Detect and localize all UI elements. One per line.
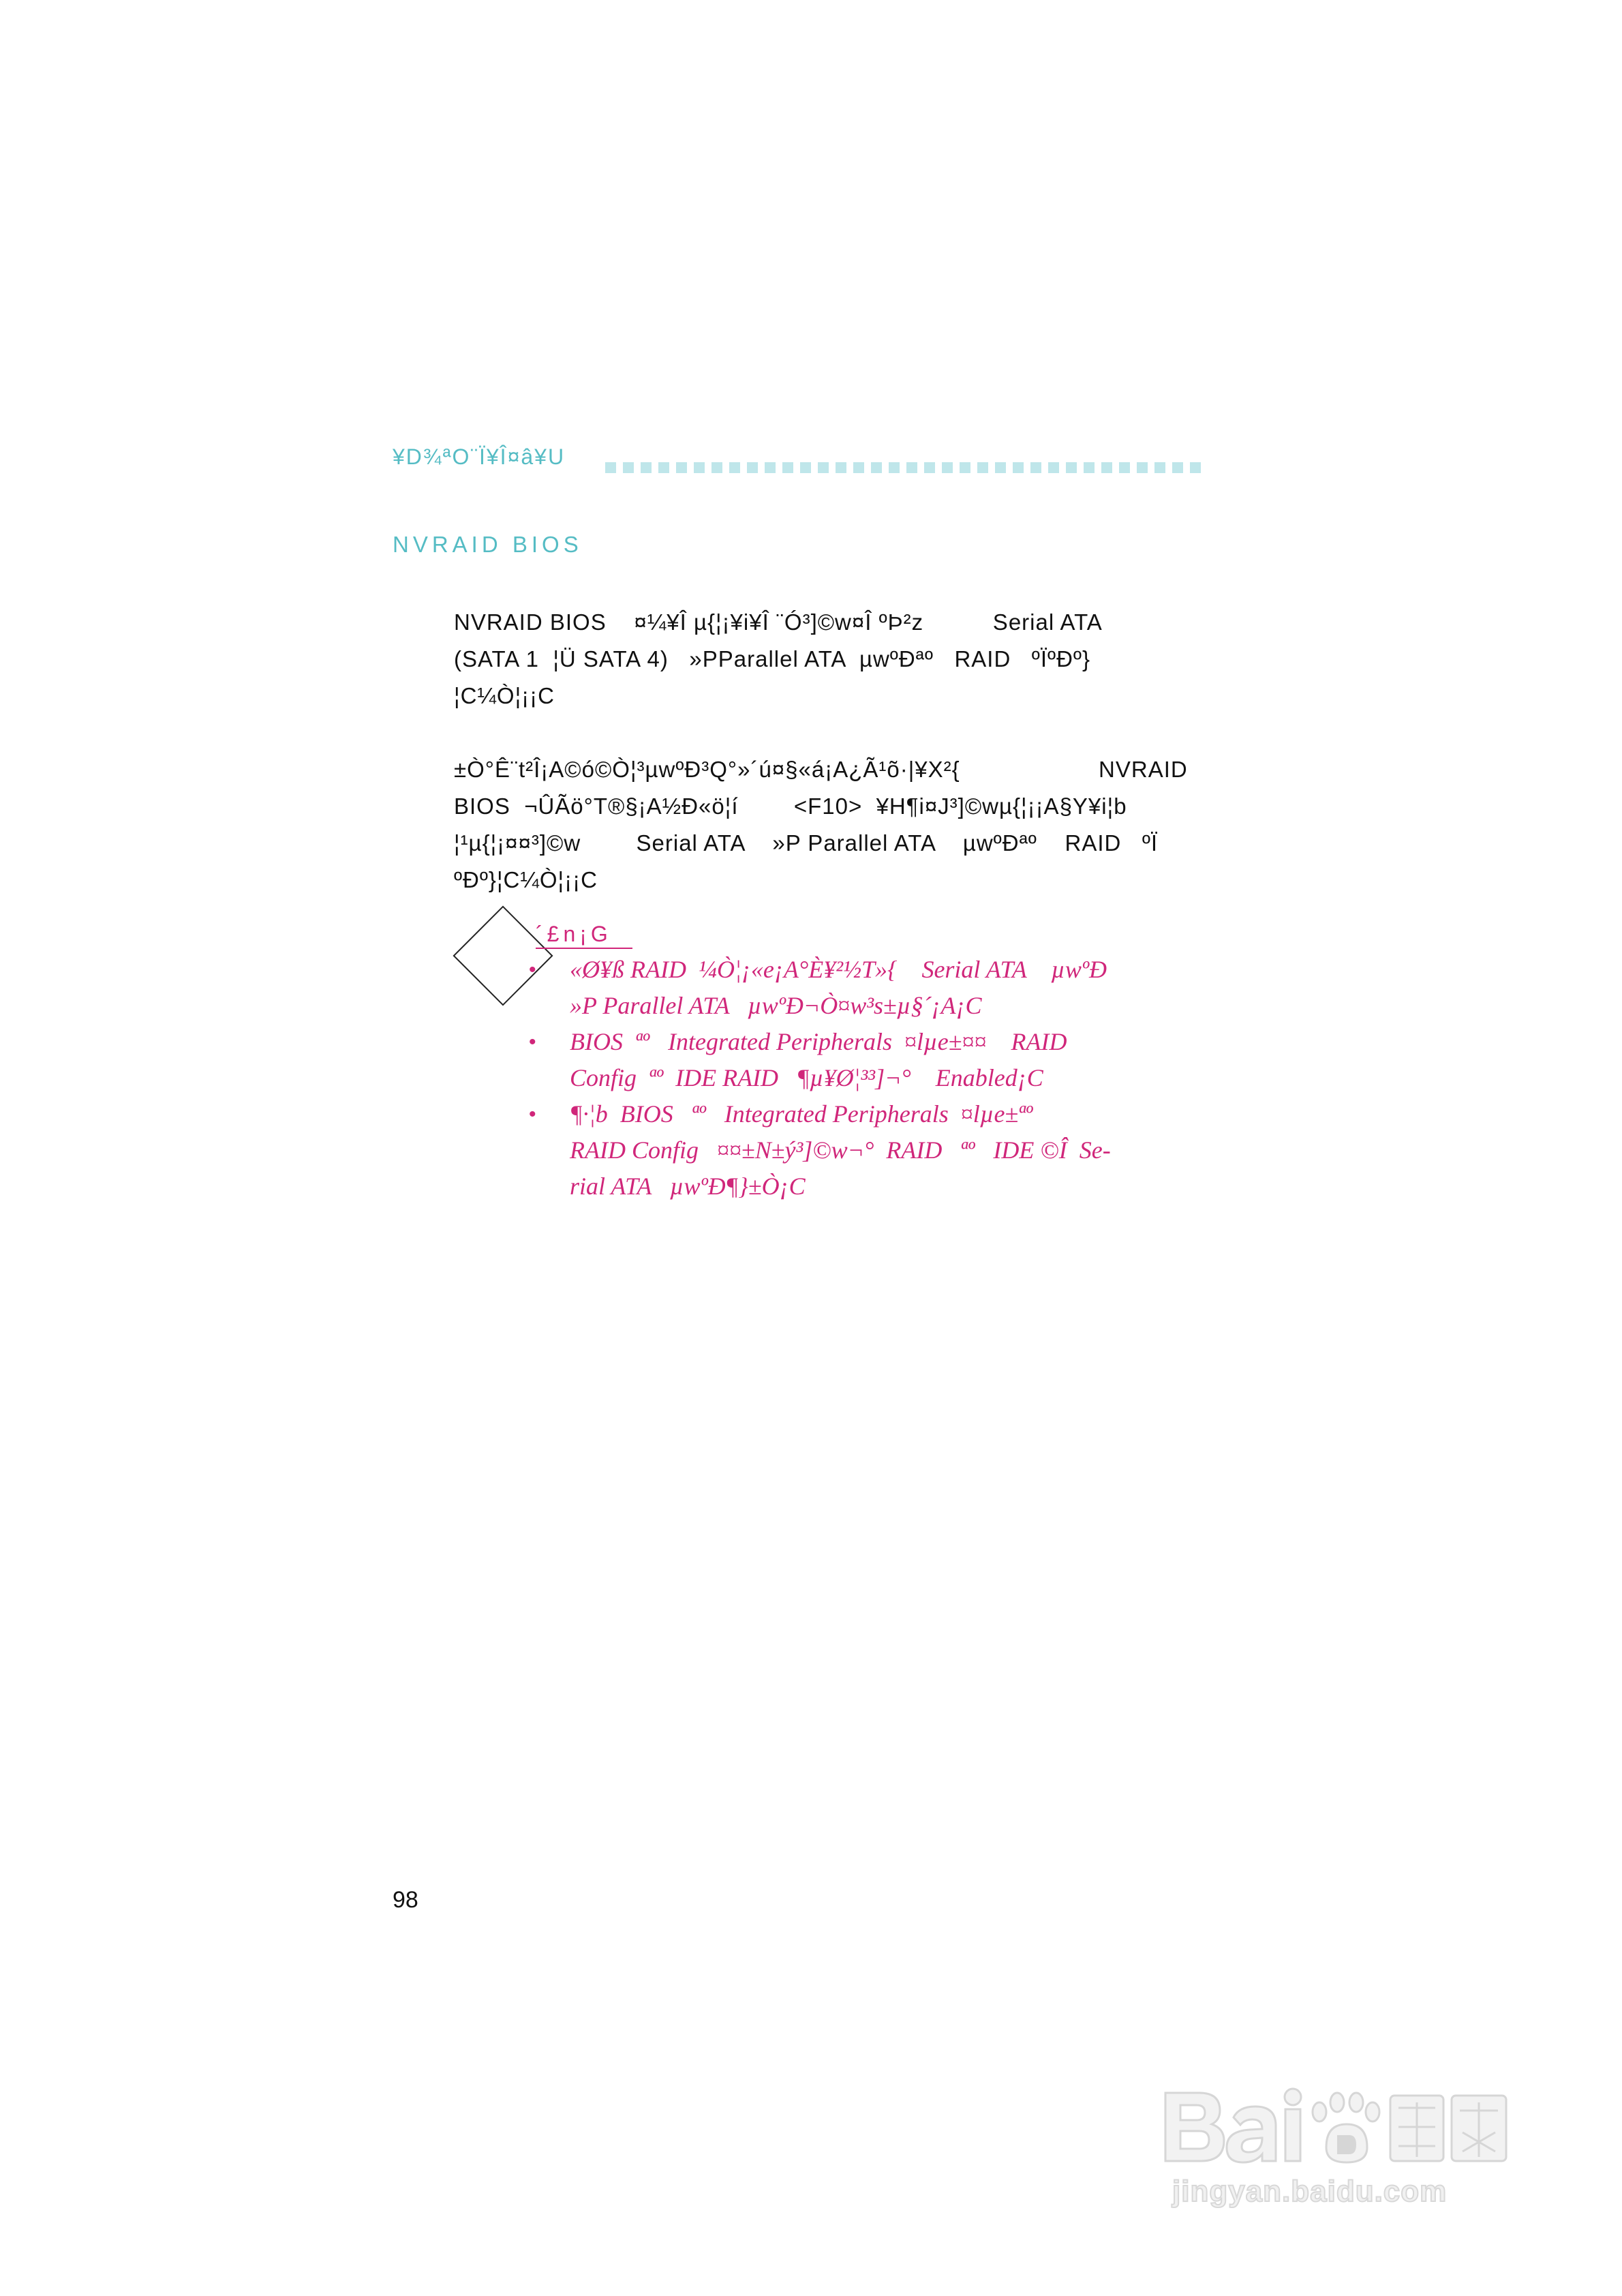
- bullet-icon: •: [529, 1103, 536, 1126]
- header-dotted-rule: [605, 462, 1205, 473]
- section-title: NVRAID BIOS: [393, 532, 583, 557]
- note-item: [529, 1096, 1210, 1205]
- baidu-jingyan-watermark: [1145, 2066, 1527, 2222]
- watermark-url: jingyan.baidu.com: [1172, 2175, 1448, 2208]
- bullet-icon: •: [529, 958, 536, 981]
- body-paragraph-1: NVRAID BIOS ¤¼¥Î µ{¦¡¥i¥Î ¨Ó³]©w¤Î ºÞ²z Serial ATA (SATA 1 ¦Ü SATA 4) »PParallel ATA µwºÐªº RAID ºÏºÐº} ¦C¼Ò¦¡¡C: [454, 609, 1103, 708]
- note-title: ´£n¡G: [536, 920, 632, 949]
- note-item-text: «Ø¥ß RAID ¼Ò¦¡«e¡A°È¥²½T»{ Serial ATA µwºÐ »P Parallel ATA µwºÐ¬Ò¤w³s±µ§´¡A¡C: [570, 956, 1107, 1019]
- note-item: [529, 1024, 1210, 1096]
- bullet-icon: •: [529, 1031, 536, 1053]
- page-number: 98: [393, 1887, 418, 1913]
- chapter-header: ¥D¾ªO¨Ï¥Î¤â¥U: [393, 444, 566, 469]
- note-item: [529, 952, 1210, 1024]
- note-item-text: ¶·¦b BIOS ªº Integrated Peripherals ¤lµe±ªº RAID Config ¤¤±N±ý³]©w¬° RAID ªº IDE ©Î Se- rial ATA µwºÐ¶}±Ò¡C: [570, 1100, 1111, 1200]
- baidu-logo-icon: [1159, 2072, 1513, 2168]
- note-list: [529, 952, 1210, 1205]
- note-item-text: BIOS ªº Integrated Peripherals ¤lµe±¤¤ RAID Config ªº IDE RAID ¶µ¥Ø¦³³]¬° Enabled¡C: [570, 1028, 1067, 1091]
- body-paragraph-2: ±Ò°Ê¨t²Î¡A©ó©Ò¦³µwºÐ³Q°»´ú¤§«á¡A¿Ã¹õ·|¥X²{ NVRAID BIOS ¬ÛÃö°T®§¡A½Ð«ö¦í <F10> ¥H¶i¤J³]©wµ{¦¡¡A§Y¥i¦b ¦¹µ{¦¡¤¤³]©w Serial ATA »P Parallel ATA µwºÐªº RAID ºÏ ºÐº}¦C¼Ò¦¡¡C: [454, 757, 1188, 892]
